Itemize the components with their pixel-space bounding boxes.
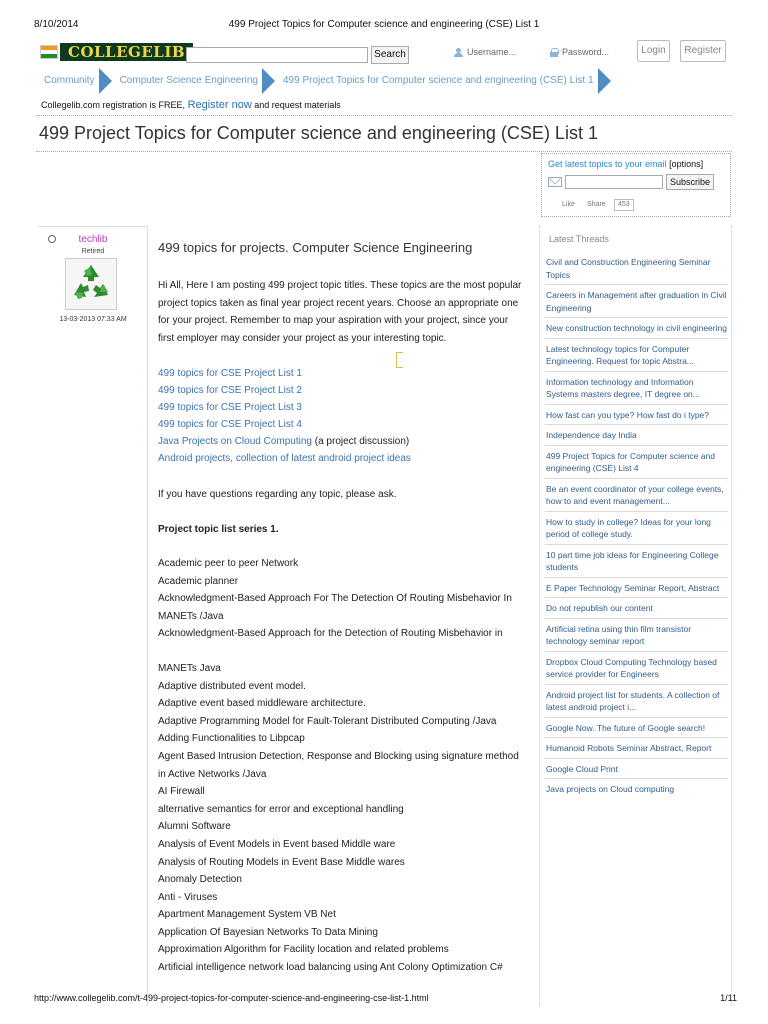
search-button[interactable]: Search [371, 46, 409, 64]
site-logo[interactable] [40, 42, 193, 62]
print-date: 8/10/2014 [34, 19, 79, 30]
avatar[interactable] [65, 258, 117, 310]
breadcrumb-computer-science-engineering[interactable]: Computer Science Engineering [119, 75, 258, 86]
java-cloud-projects-link[interactable]: Java Projects on Cloud Computing [158, 436, 312, 447]
link-note: (a project discussion) [311, 436, 410, 447]
recycle-icon [66, 259, 116, 309]
registration-notice [41, 99, 341, 111]
divider [36, 151, 732, 152]
question-note: If you have questions regarding any topic, please ask. [158, 489, 397, 500]
topic-item: Artificial intelligence network load balancing using Ant Colony Optimization C# [158, 962, 503, 974]
thread-link[interactable]: Google Now. The future of Google search! [545, 722, 728, 739]
thread-link[interactable]: Google Cloud Print [545, 763, 728, 780]
post-intro: Hi All, Here I am posting 499 project topic titles. These topics are the most popular project topics taken as final year project recent years. Choose an appropriate one for your project. Remember to map your aspiration with your project, since your first employer may consider your project as your interesting topic. [158, 280, 522, 344]
registration-suffix: and request materials [251, 100, 341, 110]
topic-list [158, 555, 528, 977]
thread-link[interactable]: Latest technology topics for Computer Engineering. Request for topic Abstra... [545, 343, 728, 372]
topic-item: alternative semantics for error and exceptional handling [158, 803, 404, 815]
subscribe-line [548, 159, 703, 169]
related-link-item [158, 416, 528, 433]
thread-link[interactable]: Civil and Construction Engineering Seminar Topics [545, 256, 728, 285]
username-field[interactable] [454, 43, 544, 61]
topic-item: Analysis of Routing Models in Event Base Middle wares [158, 856, 405, 868]
topic-item [158, 643, 528, 660]
subscribe-button[interactable]: Subscribe [666, 174, 714, 190]
thread-link[interactable]: Artificial retina using thin film transistor technology seminar report [545, 623, 728, 652]
series-heading: Project topic list series 1. [158, 524, 279, 535]
thread-link[interactable]: Do not republish our content [545, 602, 728, 619]
topic-item: Adaptive event based middleware architecture. [158, 698, 366, 710]
breadcrumb-arrow-icon [99, 68, 112, 94]
project-list-3-link[interactable]: 499 topics for CSE Project List 3 [158, 402, 302, 413]
breadcrumb-community[interactable]: Community [44, 75, 95, 86]
like-button[interactable]: Like [562, 201, 575, 208]
text-cursor-icon [396, 352, 403, 368]
sidebar-heading: Latest Threads [549, 234, 609, 244]
lock-icon [550, 48, 558, 57]
topic-item: AI Firewall [158, 786, 205, 798]
topic-item: Academic planner [158, 575, 239, 587]
thread-link[interactable]: Independence day India [545, 429, 728, 446]
thread-link[interactable]: Information technology and Information Systems masters degree, IT degree on... [545, 376, 728, 405]
mail-icon [548, 177, 562, 187]
post-body [158, 240, 528, 977]
breadcrumb-arrow-icon [598, 68, 611, 94]
thread-link[interactable]: Java projects on Cloud computing [546, 784, 675, 794]
poster-role: Retired [81, 248, 105, 255]
related-link-item [158, 450, 528, 467]
breadcrumb-current-thread[interactable]: 499 Project Topics for Computer science and engineering (CSE) List 1 [283, 75, 594, 86]
topic-item: Anti - Viruses [158, 891, 218, 903]
related-link-item [158, 433, 528, 450]
divider [36, 115, 732, 116]
topic-item: Anomaly Detection [158, 874, 242, 886]
print-title: 499 Project Topics for Computer science and engineering (CSE) List 1 [228, 19, 540, 30]
register-button[interactable]: Register [680, 40, 726, 62]
topic-item: Academic peer to peer Network [158, 558, 299, 569]
share-count: 453 [614, 199, 634, 211]
poster-info [38, 226, 148, 1006]
related-link-item [158, 382, 528, 399]
password-field[interactable] [550, 43, 630, 61]
topic-item: Alumni Software [158, 821, 231, 833]
topic-item: Application Of Bayesian Networks To Data Mining [158, 926, 378, 938]
thread-link[interactable]: Dropbox Cloud Computing Technology based service provider for Engineers [545, 656, 728, 685]
related-link-item [158, 399, 528, 416]
options-link[interactable]: [options] [666, 159, 704, 169]
logo-text: COLLEGELIB [60, 43, 193, 61]
thread-link[interactable]: Careers in Management after graduation in Civil Engineering [545, 289, 728, 318]
thread-list [545, 256, 728, 803]
project-list-2-link[interactable]: 499 topics for CSE Project List 2 [158, 385, 302, 396]
topic-item: Acknowledgment-Based Approach For The Detection Of Routing Misbehavior In MANETs /Java [158, 593, 512, 622]
android-projects-link[interactable]: Android projects, collection of latest android project ideas [158, 453, 411, 464]
thread-link[interactable]: Humanoid Robots Seminar Abstract, Report [545, 742, 728, 759]
site-header [36, 38, 732, 68]
print-page-number: 1/11 [720, 993, 737, 1003]
topic-item: Adding Functionalities to Libpcap [158, 733, 305, 745]
thread-link[interactable]: 10 part time job ideas for Engineering College students [545, 549, 728, 578]
topic-item: Apartment Management System VB Net [158, 909, 336, 921]
breadcrumb [36, 68, 636, 94]
topic-item: Agent Based Intrusion Detection, Response and Blocking using signature method in Active Networks /Java [158, 750, 519, 780]
login-button[interactable]: Login [637, 40, 670, 62]
thread-link[interactable]: Android project list for students. A collection of latest android project i... [545, 689, 728, 718]
topic-item: Analysis of Event Models in Event based Middle ware [158, 838, 396, 850]
email-input[interactable] [565, 175, 663, 189]
register-now-link[interactable]: Register now [187, 99, 252, 111]
post-date: 13-03-2013 07:33 AM [59, 316, 127, 323]
page-title: 499 Project Topics for Computer science and engineering (CSE) List 1 [39, 123, 598, 143]
topic-item: Approximation Algorithm for Facility location and related problems [158, 944, 449, 956]
topic-item: Acknowledgment-Based Approach for the Detection of Routing Misbehavior in [158, 628, 503, 640]
related-links [158, 365, 528, 467]
thread-link[interactable]: New construction technology in civil engineering [545, 322, 728, 339]
project-list-1-link[interactable]: 499 topics for CSE Project List 1 [158, 368, 302, 379]
poster-name[interactable]: techlib [78, 234, 108, 245]
topic-item: MANETs Java [158, 662, 221, 674]
share-button[interactable]: Share [587, 201, 606, 208]
thread-link[interactable]: Be an event coordinator of your college events, how to and event management... [545, 483, 728, 512]
thread-link[interactable]: How to study in college? Ideas for your long period of college study. [545, 516, 728, 545]
user-icon [454, 48, 463, 57]
topic-item: Adaptive distributed event model. [158, 680, 306, 692]
topic-item: Adaptive Programming Model for Fault-Tolerant Distributed Computing /Java [158, 715, 497, 727]
username-placeholder: Username... [467, 47, 517, 57]
project-list-4-link[interactable]: 499 topics for CSE Project List 4 [158, 419, 302, 430]
breadcrumb-arrow-icon [262, 68, 275, 94]
thread-link[interactable]: E Paper Technology Seminar Report, Abstract [545, 582, 728, 599]
subscribe-box [541, 153, 731, 217]
get-latest-topics-link[interactable]: Get latest topics to your email [548, 159, 667, 169]
thread-link[interactable]: How fast can you type? How fast do i type? [545, 409, 728, 426]
india-flag-icon [40, 45, 58, 59]
password-placeholder: Password... [562, 47, 610, 57]
search-input[interactable] [186, 47, 368, 63]
registration-prefix: Collegelib.com registration is FREE, [41, 100, 188, 110]
thread-link[interactable]: 499 Project Topics for Computer science and engineering (CSE) List 4 [545, 450, 728, 479]
related-link-item [158, 365, 528, 382]
latest-threads-sidebar [539, 226, 732, 1006]
print-url: http://www.collegelib.com/t-499-project-topics-for-computer-science-and-engineering-cse-list-1.html [34, 993, 429, 1003]
post-title: 499 topics for projects. Computer Science Engineering [158, 240, 473, 255]
